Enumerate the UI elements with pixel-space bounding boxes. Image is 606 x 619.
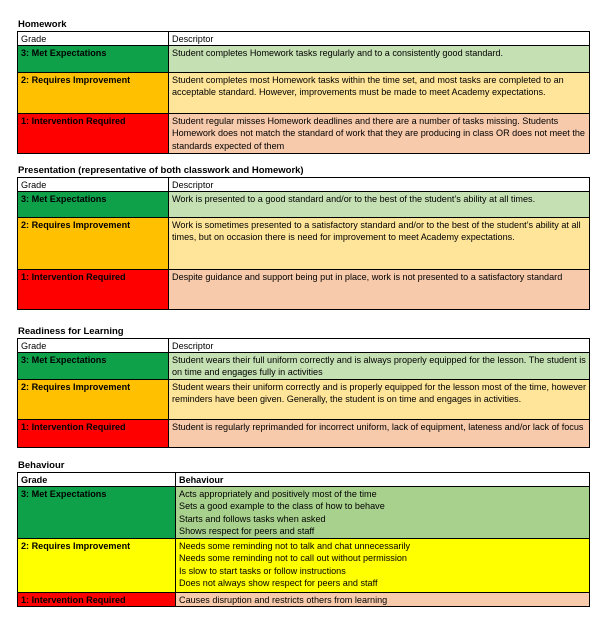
table-row	[18, 379, 590, 419]
descriptor-cell: Student wears their uniform correctly and is properly equipped for the lesson most of the time, however reminders have been given. Generally, the student is on time and engages in activities.	[169, 379, 590, 419]
list-item: Is slow to start tasks or follow instructions	[179, 565, 346, 576]
presentation-header-row	[18, 178, 590, 192]
col-grade-header: Grade	[18, 473, 176, 487]
table-row	[18, 419, 590, 447]
descriptor-cell: Work is presented to a good standard and/or to the best of the student’s ability at all times.	[169, 192, 590, 218]
grade-intervention-required: 1: Intervention Required	[18, 593, 176, 607]
descriptor-cell: Student wears their full uniform correctly and is always properly equipped for the lesson. The student is on time and engages fully in activities	[169, 353, 590, 379]
list-item: Acts appropriately and positively most of the time	[179, 489, 377, 500]
list-item: Causes disruption and restricts others from learning	[179, 595, 388, 606]
homework-title: Homework	[18, 19, 67, 30]
descriptor-cell: Work is sometimes presented to a satisfactory standard and/or to the best of the student’s ability at all times, but on occasion there is need for improvement to meet Academy expectations.	[169, 218, 590, 270]
grade-met-expectations: 3: Met Expectations	[18, 487, 176, 539]
col-grade-header: Grade	[18, 339, 169, 353]
table-row	[18, 218, 590, 270]
readiness-table	[17, 338, 590, 448]
homework-table	[17, 31, 590, 154]
grade-requires-improvement: 2: Requires Improvement	[18, 73, 169, 114]
grade-intervention-required: 1: Intervention Required	[18, 114, 169, 154]
behaviour-table	[17, 472, 590, 607]
behaviour-header-row	[18, 473, 590, 487]
list-item: Starts and follows tasks when asked	[179, 513, 326, 524]
readiness-title: Readiness for Learning	[18, 326, 124, 337]
list-item: Does not always show respect for peers and staff	[179, 577, 378, 588]
descriptor-cell: Student completes Homework tasks regularly and to a consistently good standard.	[169, 46, 590, 73]
table-row	[18, 539, 590, 593]
homework-header-row	[18, 32, 590, 46]
descriptor-cell: Despite guidance and support being put in place, work is not presented to a satisfactory standard	[169, 270, 590, 310]
grade-requires-improvement: 2: Requires Improvement	[18, 379, 169, 419]
grade-intervention-required: 1: Intervention Required	[18, 270, 169, 310]
table-row	[18, 192, 590, 218]
presentation-title: Presentation (representative of both classwork and Homework)	[18, 165, 304, 176]
presentation-table	[17, 177, 590, 310]
grade-requires-improvement: 2: Requires Improvement	[18, 539, 176, 593]
behaviour-cell	[176, 539, 590, 593]
col-grade-header: Grade	[18, 32, 169, 46]
col-descriptor-header: Descriptor	[169, 178, 590, 192]
list-item: Shows respect for peers and staff	[179, 525, 315, 536]
descriptor-cell: Student is regularly reprimanded for incorrect uniform, lack of equipment, lateness and/or lack of focus	[169, 419, 590, 447]
table-row	[18, 270, 590, 310]
grade-met-expectations: 3: Met Expectations	[18, 192, 169, 218]
grade-met-expectations: 3: Met Expectations	[18, 46, 169, 73]
grade-requires-improvement: 2: Requires Improvement	[18, 218, 169, 270]
list-item: Needs some reminding not to call out without permission	[179, 553, 407, 564]
list-item: Needs some reminding not to talk and chat unnecessarily	[179, 541, 411, 552]
list-item: Sets a good example to the class of how to behave	[179, 501, 385, 512]
col-descriptor-header: Descriptor	[169, 32, 590, 46]
behaviour-cell	[176, 487, 590, 539]
behaviour-cell	[176, 593, 590, 607]
readiness-header-row	[18, 339, 590, 353]
descriptor-cell: Student completes most Homework tasks within the time set, and most tasks are completed to an acceptable standard. However, improvements must be made to meet Academy expectations.	[169, 73, 590, 114]
table-row	[18, 353, 590, 379]
col-descriptor-header: Descriptor	[169, 339, 590, 353]
descriptor-cell: Student regular misses Homework deadlines and there are a number of tasks missing. Students Homework does not match the standard of work that they are producing in class OR does not meet the standards expected of them	[169, 114, 590, 154]
col-behaviour-header: Behaviour	[176, 473, 590, 487]
col-grade-header: Grade	[18, 178, 169, 192]
grade-intervention-required: 1: Intervention Required	[18, 419, 169, 447]
table-row	[18, 114, 590, 154]
table-row	[18, 593, 590, 607]
table-row	[18, 487, 590, 539]
behaviour-title: Behaviour	[18, 460, 65, 471]
table-row	[18, 46, 590, 73]
grade-met-expectations: 3: Met Expectations	[18, 353, 169, 379]
table-row	[18, 73, 590, 114]
